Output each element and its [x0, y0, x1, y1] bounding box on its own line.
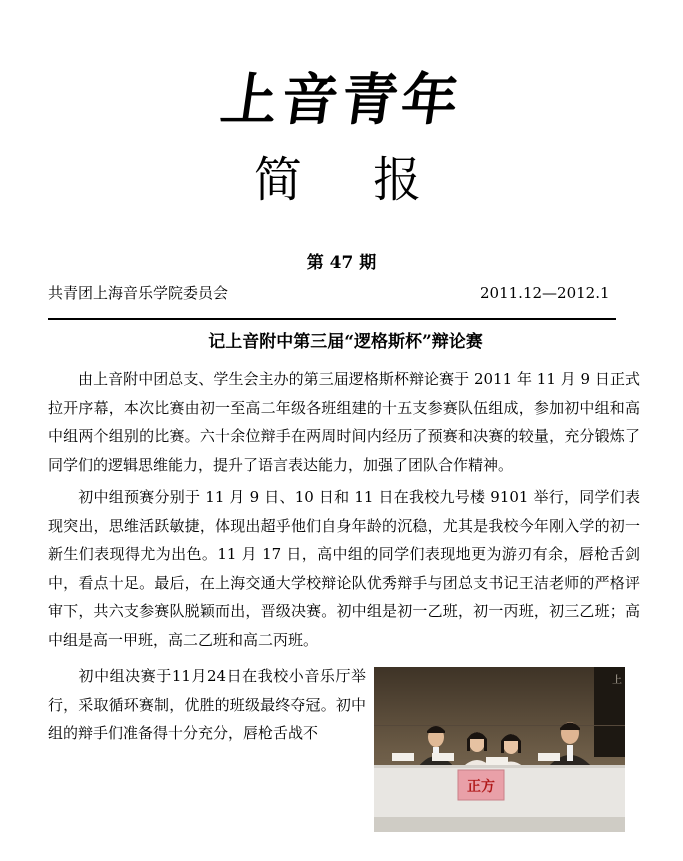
svg-text:上: 上: [612, 675, 622, 686]
masthead-title: 上音青年: [217, 68, 467, 133]
sign-card: [458, 770, 504, 800]
sign-text: 正方: [467, 779, 495, 795]
article-title: 记上音附中第三届“逻格斯杯”辩论赛: [208, 332, 483, 352]
date-range: 2011.12—2012.1: [480, 284, 610, 302]
article-paragraph-2: 初中组预赛分别于 11 月 9 日、10 日和 11 日在我校九号楼 9101 举行，同学们表现突出，思维活跃敏捷，体现出超乎他们自身年龄的沉稳，尤其是我校今年刚入学的初一新生们表现得尤为出色。11 月 17 日，高中组的同学们表现地更为游刃有余，唇枪舌剑中，看点十足。最后，在上海交通大学校辩论队优秀辩手与团总支书记王洁老师的严格评审下，共六支参赛队脱颖而出，晋级决赛。初中组是初一乙班，初一丙班，初三乙班；高中组是高一甲班，高二乙班和高二丙班。: [48, 488, 640, 649]
debate-photo-illustration: [374, 667, 625, 832]
article-paragraph-1: 由上音附中团总支、学生会主办的第三届逻格斯杯辩论赛于 2011 年 11 月 9 日正式拉开序幕，本次比赛由初一至高二年级各班组建的十五支参赛队伍组成，参加初中组和高中组两个组别的比赛。六十余位辩手在两周时间内经历了预赛和决赛的较量，充分锻炼了同学们的逻辑思维能力，提升了语言表达能力，加强了团队合作精神。: [48, 370, 640, 474]
newsletter-subtitle: 简 报: [253, 152, 450, 208]
header-divider: [48, 318, 616, 320]
article-paragraph-3: 初中组决赛于11月24日在我校小音乐厅举行，采取循环赛制，优胜的班级最终夺冠。初中组的辩手们准备得十分充分，唇枪舌战不: [48, 667, 366, 743]
issue-number: 第 47 期: [306, 253, 377, 273]
debate-photo: [374, 667, 625, 832]
organization-name: 共青团上海音乐学院委员会: [48, 284, 229, 302]
